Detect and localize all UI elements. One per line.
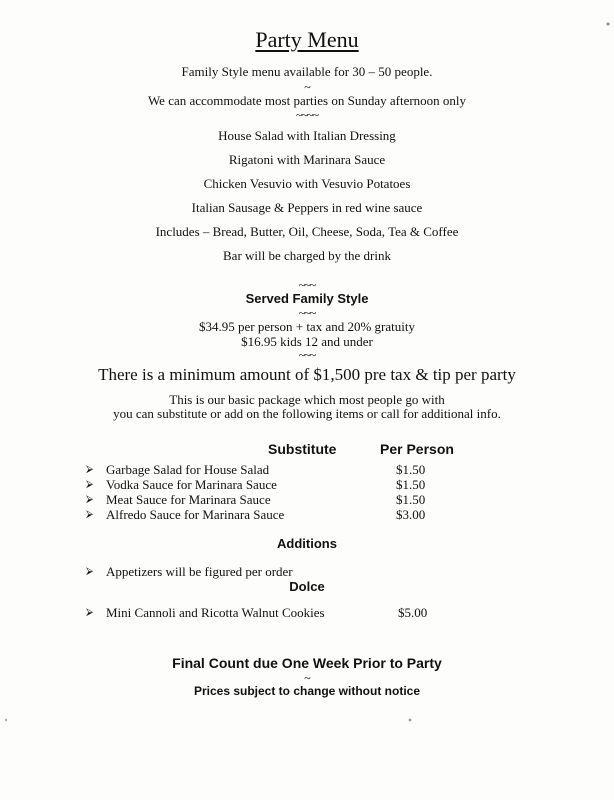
package-note-line2: you can substitute or add on the following items or call for additional info. [113, 406, 501, 421]
arrow-bullet-icon: ⮚ [86, 566, 94, 577]
menu-item-bar: Bar will be charged by the drink [223, 248, 391, 263]
arrow-bullet-icon: ⮚ [86, 464, 94, 475]
price-per-person: $34.95 per person + tax and 20% gratuity [198, 319, 415, 334]
menu-item-includes: Includes – Bread, Butter, Oil, Cheese, Soda, Tea & Coffee [155, 224, 459, 239]
arrow-bullet-icon: ⮚ [86, 494, 94, 505]
served-family-style-heading: Served Family Style [245, 291, 369, 306]
menu-item: Italian Sausage & Peppers in red wine sauce [191, 200, 423, 215]
column-header-substitute: Substitute [268, 441, 337, 457]
substitution-row [0, 492, 614, 508]
substitution-row [0, 507, 614, 523]
additions-item: Appetizers will be figured per order [106, 564, 293, 579]
scan-speck [607, 23, 610, 26]
page-title: Party Menu [255, 27, 359, 52]
separator-tilde: ~~~~ [296, 108, 318, 122]
dolce-item: Mini Cannoli and Ricotta Walnut Cookies [106, 605, 325, 620]
menu-item: Rigatoni with Marinara Sauce [228, 152, 386, 167]
final-count-notice: Final Count due One Week Prior to Party [172, 655, 442, 671]
scan-speck [5, 719, 7, 721]
dolce-row [0, 605, 614, 621]
substitution-row [0, 477, 614, 493]
package-note-line1: This is our basic package which most people go with [169, 392, 445, 407]
additions-heading: Additions [277, 536, 337, 551]
substitution-price: $3.00 [396, 507, 426, 522]
intro-line-capacity: Family Style menu available for 30 – 50 people. [181, 64, 433, 79]
arrow-bullet-icon: ⮚ [86, 479, 94, 490]
arrow-bullet-icon: ⮚ [86, 509, 94, 520]
separator-tilde: ~ [304, 80, 310, 94]
dolce-heading: Dolce [289, 579, 325, 594]
substitution-item: Vodka Sauce for Marinara Sauce [106, 477, 277, 492]
substitution-item: Meat Sauce for Marinara Sauce [106, 492, 271, 507]
substitution-item: Alfredo Sauce for Marinara Sauce [106, 507, 285, 522]
minimum-amount-notice: There is a minimum amount of $1,500 pre tax & tip per party [98, 365, 516, 384]
separator-tilde: ~~~ [298, 306, 316, 320]
substitution-item: Garbage Salad for House Salad [106, 462, 270, 477]
dolce-price: $5.00 [398, 605, 428, 620]
substitution-price: $1.50 [396, 492, 426, 507]
separator-tilde: ~~~ [298, 348, 316, 362]
scan-speck [409, 719, 412, 722]
additions-row [0, 564, 614, 580]
substitution-row [0, 462, 614, 478]
menu-item: House Salad with Italian Dressing [218, 128, 396, 143]
separator-tilde: ~ [304, 671, 310, 685]
separator-tilde: ~~~ [298, 278, 316, 292]
menu-item: Chicken Vesuvio with Vesuvio Potatoes [203, 176, 411, 191]
substitution-price: $1.50 [396, 462, 426, 477]
column-header-per-person: Per Person [380, 441, 454, 457]
price-change-disclaimer: Prices subject to change without notice [193, 684, 421, 698]
arrow-bullet-icon: ⮚ [86, 607, 94, 618]
substitution-price: $1.50 [396, 477, 426, 492]
intro-line-sunday: We can accommodate most parties on Sunday afternoon only [147, 93, 467, 108]
price-kids: $16.95 kids 12 and under [241, 334, 373, 349]
